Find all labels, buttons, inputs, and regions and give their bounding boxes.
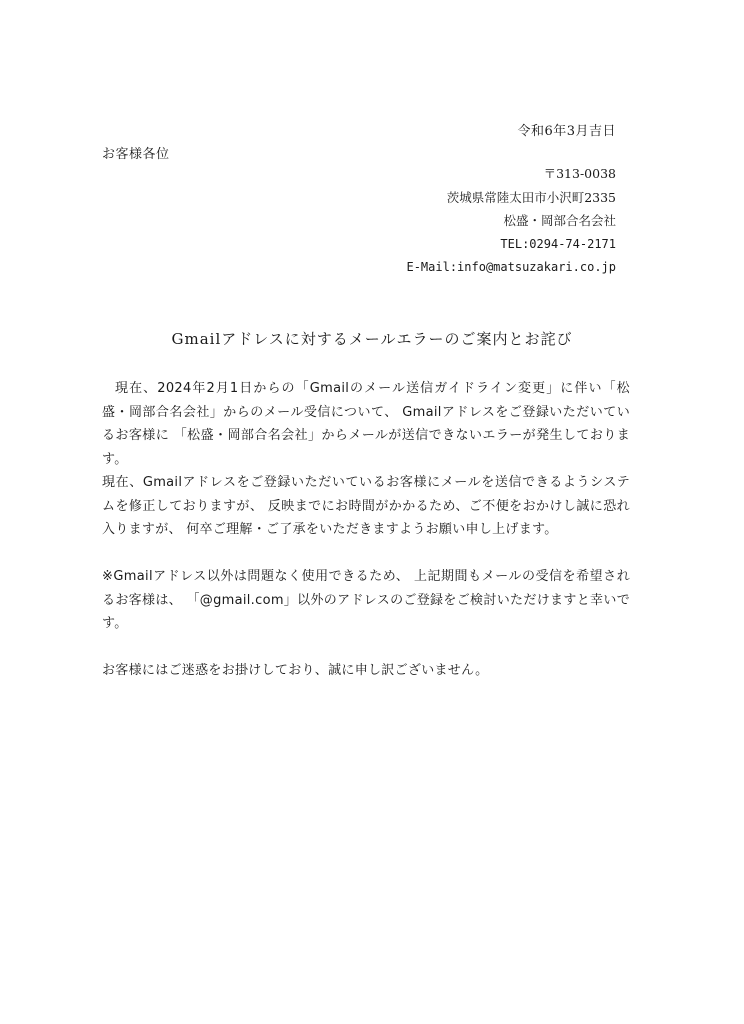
paragraph-spacer xyxy=(102,636,630,660)
sender-postal-code: 〒313-0038 xyxy=(543,166,616,181)
sender-block xyxy=(406,162,616,280)
letter-title: Gmailアドレスに対するメールエラーのご案内とお詫び xyxy=(171,330,573,348)
letter-body xyxy=(102,377,630,683)
paragraph-spacer xyxy=(102,542,630,566)
body-paragraph-closing: お客様にはご迷惑をお掛けしており、誠に申し訳ございません。 xyxy=(102,663,489,678)
body-paragraph-apology: 現在、Gmailアドレスをご登録いただいているお客様にメールを送信できるようシステムを修正しておりますが、 反映までにお時間がかかるため、ご不便をおかけし誠に恐れ入りますが、 何卒ご理解・ご了承をいただきますようお願い申し上げます。 xyxy=(102,475,630,537)
recipient-salutation: お客様各位 xyxy=(102,147,170,162)
letter-date: 令和6年3月吉日 xyxy=(517,124,616,139)
body-paragraph-announcement: 現在、2024年2月1日からの「Gmailのメール送信ガイドライン変更」に伴い「松盛・岡部合名会社」からのメール受信について、 Gmailアドレスをご登録いただいているお客様に 「松盛・岡部合名会社」からメールが送信できないエラーが発生しております。 xyxy=(102,381,630,467)
sender-company: 松盛・岡部合名会社 xyxy=(503,213,616,228)
body-paragraph-note: ※Gmailアドレス以外は問題なく使用できるため、 上記期間もメールの受信を希望されるお客様は、 「@gmail.com」以外のアドレスのご登録をご検討いただけますと幸いです。 xyxy=(102,569,630,631)
sender-email: E-Mail:info@matsuzakari.co.jp xyxy=(406,260,616,274)
sender-phone: TEL:0294-74-2171 xyxy=(500,236,616,251)
sender-address: 茨城県常陸太田市小沢町2335 xyxy=(446,189,616,205)
